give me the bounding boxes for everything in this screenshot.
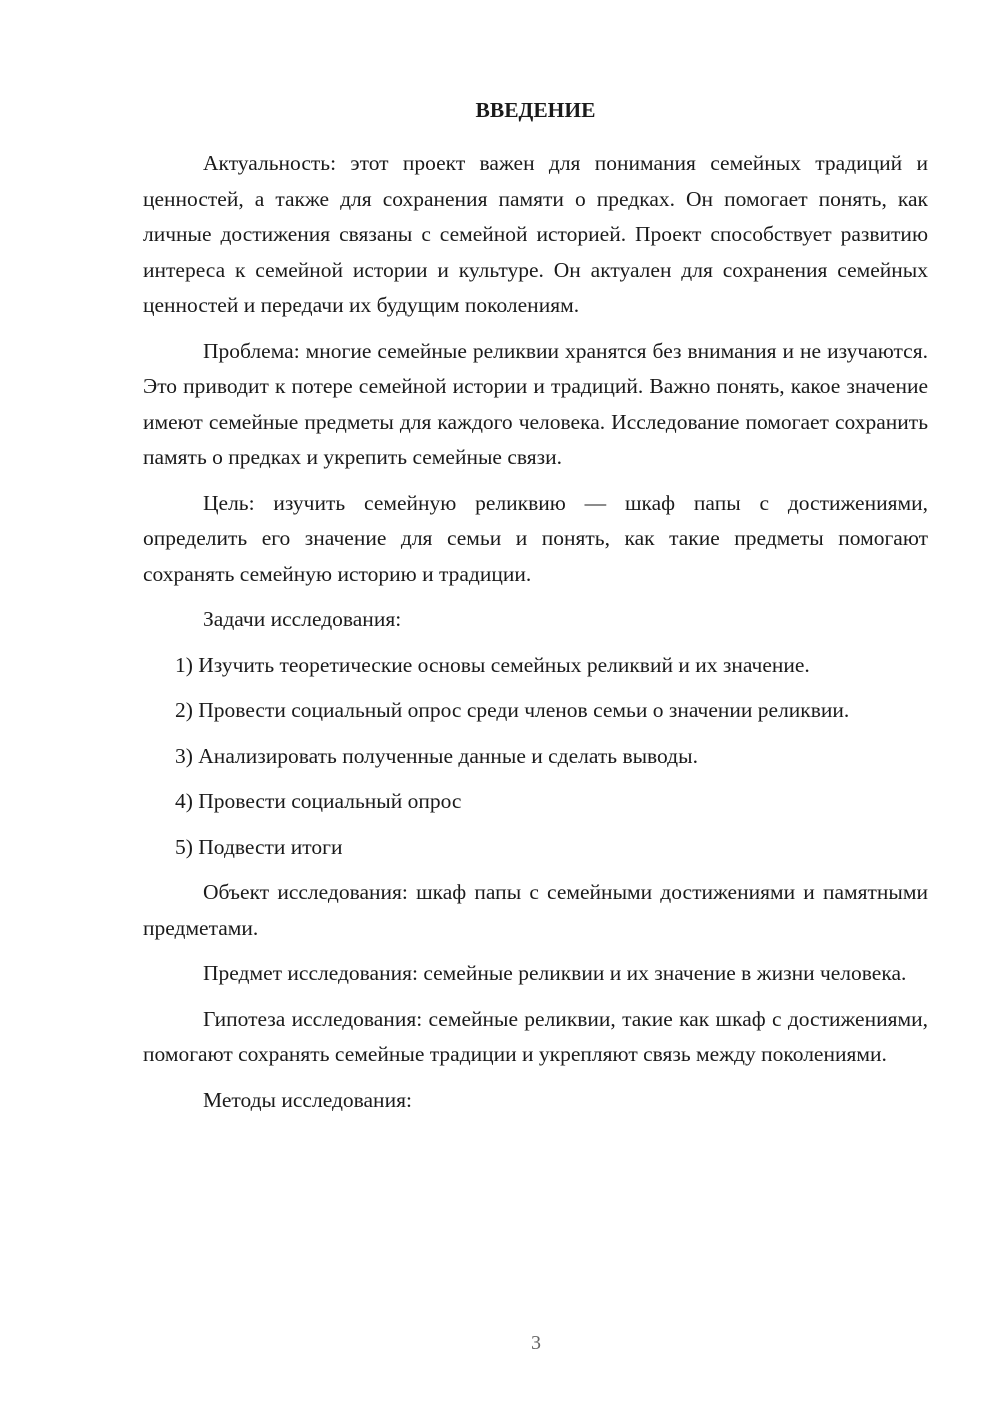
task-item: 3) Анализировать полученные данные и сделать выводы. — [175, 743, 698, 768]
document-page — [143, 92, 928, 1128]
methods-heading: Методы исследования: — [203, 1087, 412, 1112]
subject-paragraph: Предмет исследования: семейные реликвии и их значение в жизни человека. — [203, 961, 907, 985]
relevance-paragraph: Актуальность: этот проект важен для понимания семейных традиций и ценностей, а также для сохранения памяти о предках. Он помогает понять, как личные достижения связаны с семейной историей. Проект способствует развитию интереса к семейной истории и культуре. Он актуален для сохранения семейных ценностей и передачи их будущим поколениям. — [143, 151, 928, 317]
goal-paragraph: Цель: изучить семейную реликвию — шкаф папы с достижениями, определить его значение для семьи и понять, как такие предметы помогают сохранять семейную историю и традиции. — [143, 490, 928, 586]
task-item: 1) Изучить теоретические основы семейных реликвий и их значение. — [175, 652, 810, 677]
page-title: ВВЕДЕНИЕ — [475, 98, 596, 122]
object-paragraph: Объект исследования: шкаф папы с семейными достижениями и памятными предметами. — [143, 880, 928, 940]
problem-paragraph: Проблема: многие семейные реликвии хранятся без внимания и не изучаются. Это приводит к потере семейной истории и традиций. Важно понять, какое значение имеют семейные предметы для каждого человека. Исследование помогает сохранить память о предках и укрепить семейные связи. — [143, 338, 928, 469]
task-item: 5) Подвести итоги — [175, 834, 343, 859]
tasks-heading: Задачи исследования: — [203, 607, 402, 631]
page-number: 3 — [531, 1332, 541, 1354]
task-item: 2) Провести социальный опрос среди членов семьи о значении реликвии. — [175, 698, 850, 722]
task-item: 4) Провести социальный опрос — [175, 789, 462, 813]
hypothesis-paragraph: Гипотеза исследования: семейные реликвии, такие как шкаф с достижениями, помогают сохранять семейные традиции и укрепляют связь между поколениями. — [143, 1006, 928, 1066]
